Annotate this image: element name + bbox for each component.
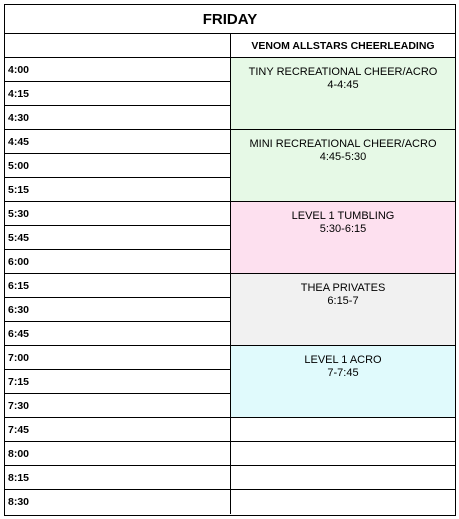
empty-program-cell [231,418,455,442]
time-cell-6-30: 6:30 [5,298,231,322]
time-cell-8-00: 8:00 [5,442,231,466]
program-column-header: VENOM ALLSTARS CHEERLEADING [231,34,455,58]
event-title: LEVEL 1 TUMBLING [291,210,395,222]
event-title: MINI RECREATIONAL CHEER/ACRO [249,138,437,150]
event-time: 4:45-5:30 [319,151,367,163]
time-cell-7-00: 7:00 [5,346,231,370]
schedule-table [4,4,456,516]
event-block-mini-recreational [231,130,455,202]
event-title: THEA PRIVATES [300,282,386,294]
event-block-level1-acro [231,346,455,418]
event-block-thea-privates [231,274,455,346]
empty-program-cell [231,466,455,490]
time-cell-4-15: 4:15 [5,82,231,106]
event-block-level1-tumbling [231,202,455,274]
time-cell-7-30: 7:30 [5,394,231,418]
event-block-tiny-recreational [231,58,455,130]
event-time: 7-7:45 [327,367,359,379]
time-cell-6-15: 6:15 [5,274,231,298]
time-cell-7-15: 7:15 [5,370,231,394]
time-cell-5-30: 5:30 [5,202,231,226]
empty-program-cell [231,442,455,466]
time-cell-8-30: 8:30 [5,490,231,514]
event-title: TINY RECREATIONAL CHEER/ACRO [248,66,438,78]
time-column-header [5,34,231,58]
time-cell-4-30: 4:30 [5,106,231,130]
event-title: LEVEL 1 ACRO [304,354,382,366]
empty-program-cell [231,490,455,514]
event-time: 5:30-6:15 [319,223,367,235]
event-time: 4-4:45 [327,79,359,91]
time-cell-5-00: 5:00 [5,154,231,178]
time-cell-4-45: 4:45 [5,130,231,154]
time-cell-5-45: 5:45 [5,226,231,250]
time-cell-6-45: 6:45 [5,322,231,346]
day-title: FRIDAY [5,5,455,34]
time-cell-6-00: 6:00 [5,250,231,274]
time-cell-4-00: 4:00 [5,58,231,82]
time-cell-7-45: 7:45 [5,418,231,442]
time-cell-5-15: 5:15 [5,178,231,202]
event-time: 6:15-7 [327,295,359,307]
time-cell-8-15: 8:15 [5,466,231,490]
